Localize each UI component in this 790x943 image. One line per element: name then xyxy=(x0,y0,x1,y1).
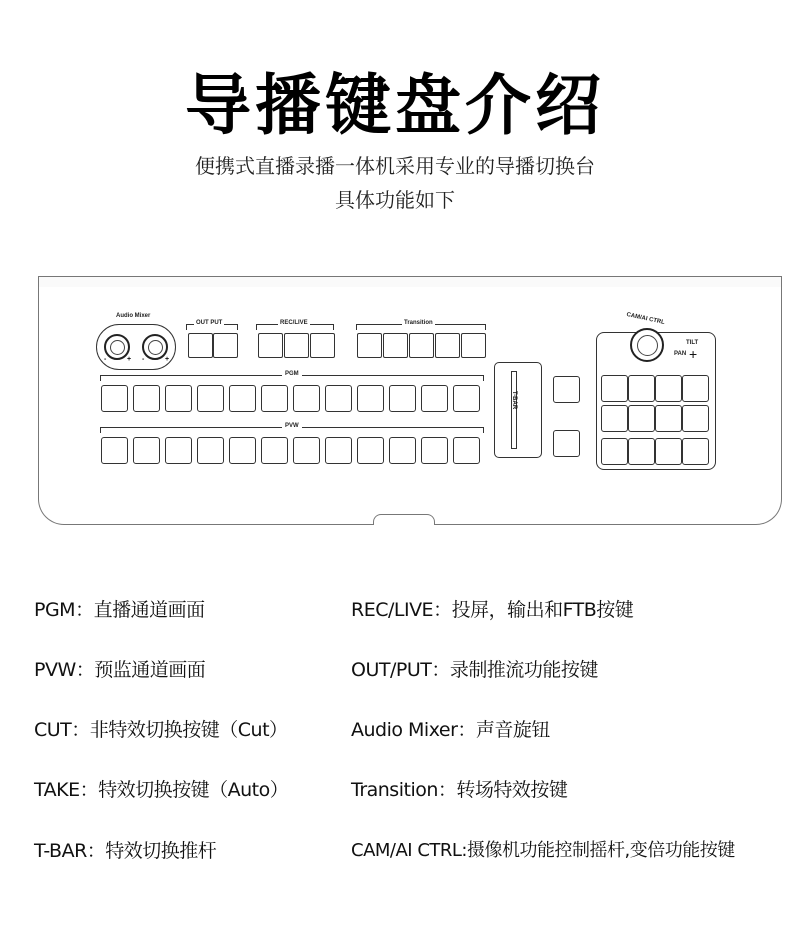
pgm-key xyxy=(229,385,256,412)
rec-live-key xyxy=(258,333,283,358)
t-bar-slider xyxy=(494,362,542,458)
pvw-key xyxy=(261,437,288,464)
out-put-label: OUT PUT xyxy=(196,320,223,326)
cam-ai-ctrl-label: CAM/AI CTRL xyxy=(625,312,666,326)
transition-label: Transition xyxy=(404,320,433,326)
device-foot-tab xyxy=(373,514,435,525)
pan-label: PAN xyxy=(674,351,687,357)
cam-key xyxy=(628,405,655,432)
pvw-key xyxy=(389,437,416,464)
desc-cam-ai-ctrl: CAM/AI CTRL:摄像机功能控制摇杆,变倍功能按键 xyxy=(351,840,735,861)
cam-key xyxy=(655,405,682,432)
subtitle-line-2: 具体功能如下 xyxy=(335,188,455,212)
desc-take: TAKE：特效切换按键（Auto） xyxy=(34,779,289,801)
pvw-key xyxy=(325,437,352,464)
transition-key xyxy=(383,333,408,358)
out-put-key xyxy=(188,333,213,358)
cam-key xyxy=(601,438,628,465)
pgm-key xyxy=(133,385,160,412)
transition-key xyxy=(409,333,434,358)
pvw-key xyxy=(357,437,384,464)
pvw-key xyxy=(133,437,160,464)
transition-key xyxy=(435,333,460,358)
switcher-keyboard-illustration xyxy=(38,276,782,526)
desc-pgm: PGM：直播通道画面 xyxy=(34,599,205,621)
plus-mark: + xyxy=(127,356,132,363)
cam-key xyxy=(601,405,628,432)
cut-key xyxy=(553,376,580,403)
pgm-key xyxy=(325,385,352,412)
desc-transition: Transition：转场特效按键 xyxy=(351,779,568,801)
audio-mixer-label: Audio Mixer xyxy=(116,313,151,319)
out-put-key xyxy=(213,333,238,358)
pvw-key xyxy=(293,437,320,464)
cam-key xyxy=(655,438,682,465)
cam-joystick xyxy=(630,328,664,362)
pgm-key xyxy=(421,385,448,412)
pvw-label: PVW xyxy=(282,423,302,429)
desc-cut: CUT：非特效切换按键（Cut） xyxy=(34,719,288,741)
cam-key xyxy=(601,375,628,402)
pvw-key xyxy=(165,437,192,464)
desc-rec-live: REC/LIVE：投屏，输出和FTB按键 xyxy=(351,599,634,621)
pgm-key xyxy=(389,385,416,412)
t-bar-label: T-BAR xyxy=(511,390,518,410)
crosshair-icon: + xyxy=(689,346,698,362)
pgm-key xyxy=(261,385,288,412)
subtitle-line-1: 便携式直播录播一体机采用专业的导播切换台 xyxy=(195,154,595,178)
plus-mark: + xyxy=(165,356,170,363)
cam-key xyxy=(682,405,709,432)
minus-mark: - xyxy=(142,356,145,363)
pgm-key xyxy=(357,385,384,412)
desc-out-put: OUT/PUT：录制推流功能按键 xyxy=(351,659,598,681)
cam-key xyxy=(628,375,655,402)
pvw-key xyxy=(101,437,128,464)
desc-audio-mixer: Audio Mixer：声音旋钮 xyxy=(351,719,550,741)
pvw-key xyxy=(421,437,448,464)
pvw-key xyxy=(197,437,224,464)
rec-live-label: REC/LIVE xyxy=(280,320,308,326)
pgm-label: PGM xyxy=(282,371,302,377)
cam-key xyxy=(628,438,655,465)
pgm-key xyxy=(165,385,192,412)
transition-key xyxy=(461,333,486,358)
cam-key xyxy=(682,375,709,402)
tilt-label: TILT xyxy=(686,340,699,346)
take-key xyxy=(553,430,580,457)
pvw-key xyxy=(229,437,256,464)
desc-t-bar: T-BAR：特效切换推杆 xyxy=(34,840,217,862)
pgm-key xyxy=(293,385,320,412)
pgm-key xyxy=(101,385,128,412)
rec-live-key xyxy=(310,333,335,358)
rec-live-key xyxy=(284,333,309,358)
pgm-key xyxy=(453,385,480,412)
transition-key xyxy=(357,333,382,358)
desc-pvw: PVW：预监通道画面 xyxy=(34,659,206,681)
t-bar-track xyxy=(511,371,517,449)
page-title: 导播键盘介绍 xyxy=(185,67,605,144)
pvw-key xyxy=(453,437,480,464)
cam-key xyxy=(682,438,709,465)
cam-key xyxy=(655,375,682,402)
pgm-key xyxy=(197,385,224,412)
minus-mark: - xyxy=(104,356,107,363)
